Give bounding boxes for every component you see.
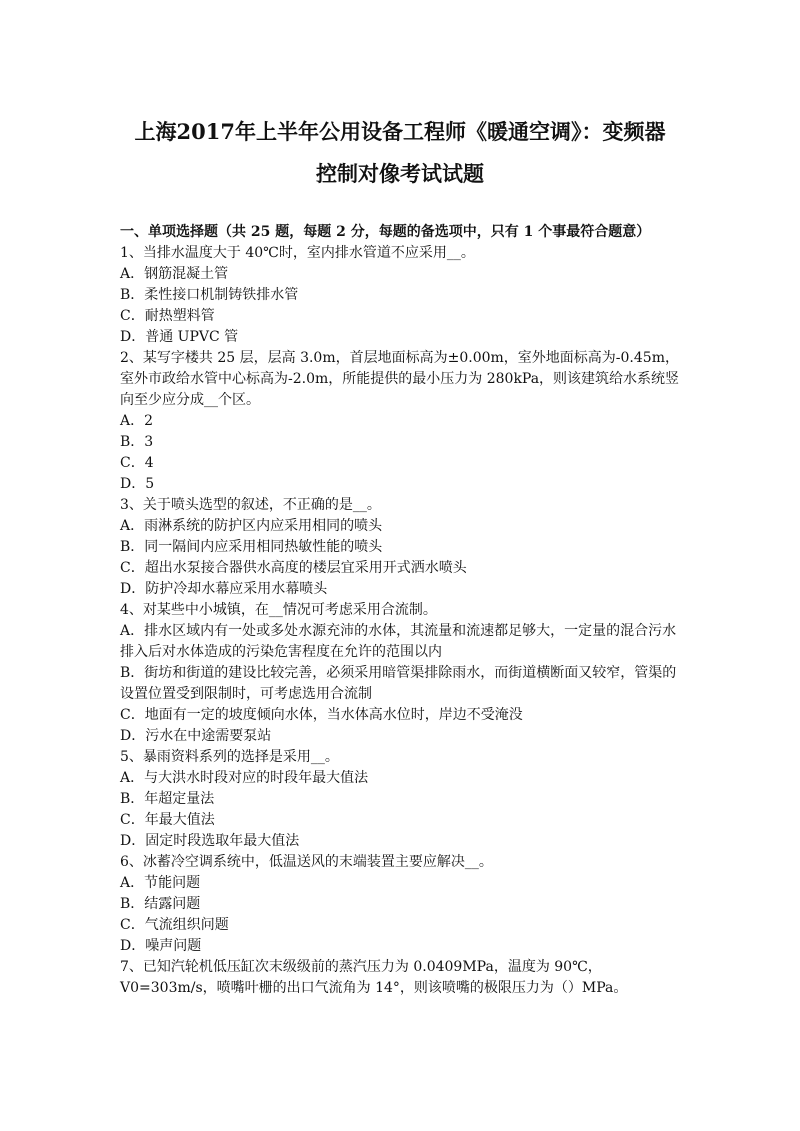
question-1-option-c: C．耐热塑料管: [120, 308, 215, 324]
question-5-stem: 5、暴雨资料系列的选择是采用__。: [120, 749, 339, 765]
question-5-option-d: D．固定时段选取年最大值法: [120, 833, 300, 849]
question-1-stem: 1、当排水温度大于 40℃时，室内排水管道不应采用__。: [120, 245, 475, 261]
question-2-option-d: D．5: [120, 476, 155, 492]
question-4-stem: 4、对某些中小城镇，在__情况可考虑采用合流制。: [120, 602, 437, 618]
question-2-stem: 2、某写字楼共 25 层，层高 3.0m，首层地面标高为±0.00m，室外地面标高为-0.45m，室外市政给水管中心标高为-2.0m，所能提供的最小压力为 280kPa，则该建筑给水系统竖向至少应分成__个区。: [120, 350, 680, 408]
question-3-stem: 3、关于喷头选型的叙述，不正确的是__。: [120, 497, 381, 513]
document-title-line-2: 控制对像考试试题: [316, 161, 484, 186]
question-5-option-a: A．与大洪水时段对应的时段年最大值法: [120, 770, 369, 786]
question-7-stem: 7、已知汽轮机低压缸次末级级前的蒸汽压力为 0.0409MPa，温度为 90℃，V0=303m/s，喷嘴叶栅的出口气流角为 14°，则该喷嘴的极限压力为（）MPa。: [120, 959, 628, 996]
question-2-option-a: A．2: [120, 413, 154, 429]
question-4-option-a: A．排水区域内有一处或多处水源充沛的水体，其流量和流速都足够大，一定量的混合污水排入后对水体造成的污染危害程度在允许的范围以内: [120, 623, 677, 660]
question-3-option-d: D．防护冷却水幕应采用水幕喷头: [120, 581, 328, 597]
question-3-option-a: A．雨淋系统的防护区内应采用相同的喷头: [120, 518, 383, 534]
question-1-option-d: D．普通 UPVC 管: [120, 329, 239, 345]
question-4-option-c: C．地面有一定的坡度倾向水体，当水体高水位时，岸边不受淹没: [120, 707, 523, 723]
question-6-option-c: C．气流组织问题: [120, 917, 229, 933]
document-body: [120, 222, 685, 999]
question-3-option-b: B．同一隔间内应采用相同热敏性能的喷头: [120, 539, 383, 555]
question-1-option-a: A．钢筋混凝土管: [120, 266, 229, 282]
question-5-option-b: B．年超定量法: [120, 791, 215, 807]
question-6-option-b: B．结露问题: [120, 896, 201, 912]
question-6-stem: 6、冰蓄冷空调系统中，低温送风的末端装置主要应解决__。: [120, 854, 493, 870]
question-4-option-d: D．污水在中途需要泵站: [120, 728, 272, 744]
question-3-option-c: C．超出水泵接合器供水高度的楼层宜采用开式洒水喷头: [120, 560, 467, 576]
question-2-option-b: B．3: [120, 434, 154, 450]
question-5-option-c: C．年最大值法: [120, 812, 215, 828]
document-title-line-1: 上海2017年上半年公用设备工程师《暖通空调》：变频器: [134, 119, 666, 144]
question-2-option-c: C．4: [120, 455, 154, 471]
question-4-option-b: B．街坊和街道的建设比较完善，必须采用暗管渠排除雨水，而街道横断面又较窄，管渠的设置位置受到限制时，可考虑选用合流制: [120, 665, 677, 702]
question-1-option-b: B．柔性接口机制铸铁排水管: [120, 287, 299, 303]
section-heading: 一、单项选择题（共 25 题，每题 2 分，每题的备选项中，只有 1 个事最符合题意）: [120, 224, 651, 240]
question-6-option-d: D．噪声问题: [120, 938, 202, 954]
question-6-option-a: A．节能问题: [120, 875, 201, 891]
